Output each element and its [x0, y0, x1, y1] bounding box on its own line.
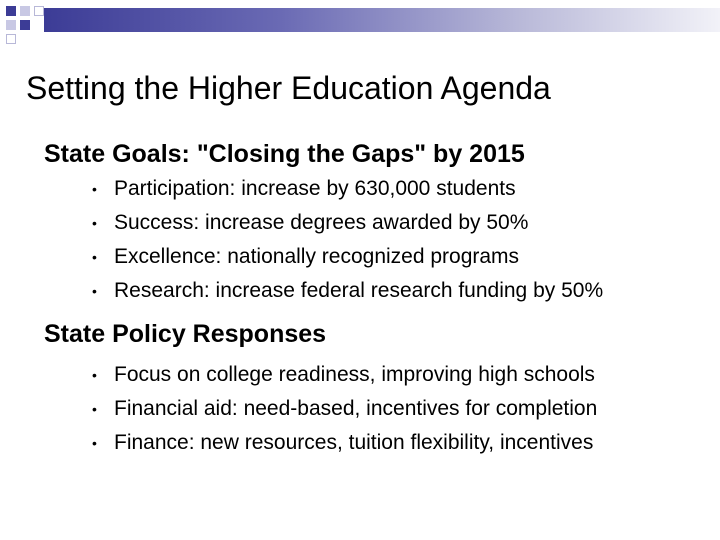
- bullet-dot-icon: •: [92, 435, 97, 451]
- state-goals-list: [92, 172, 604, 308]
- list-item-text: Success: increase degrees awarded by 50%: [114, 211, 529, 234]
- decorative-square: [6, 34, 16, 44]
- list-item-text: Focus on college readiness, improving high schools: [114, 363, 595, 386]
- decorative-square: [20, 20, 30, 30]
- list-item: [92, 206, 603, 240]
- policy-responses-list: [92, 358, 598, 460]
- list-item-text: Research: increase federal research funding by 50%: [114, 279, 604, 302]
- list-item: [92, 426, 597, 460]
- list-item-text: Financial aid: need-based, incentives for completion: [114, 397, 598, 420]
- bullet-dot-icon: •: [92, 401, 97, 417]
- bullet-dot-icon: •: [92, 249, 97, 265]
- decorative-square: [34, 6, 44, 16]
- list-item: [92, 274, 604, 308]
- list-item: [92, 240, 603, 274]
- bullet-dot-icon: •: [92, 283, 97, 299]
- section-heading-policy-responses: State Policy Responses: [44, 320, 327, 348]
- decorative-gradient-bar: [44, 8, 720, 32]
- slide-title: Setting the Higher Education Agenda: [26, 70, 551, 106]
- section-heading-state-goals: State Goals: "Closing the Gaps" by 2015: [44, 140, 525, 168]
- list-item: [92, 358, 597, 392]
- bullet-dot-icon: •: [92, 215, 97, 231]
- list-item: [92, 392, 598, 426]
- decorative-square: [6, 20, 16, 30]
- list-item-text: Finance: new resources, tuition flexibility, incentives: [114, 431, 594, 454]
- list-item-text: Participation: increase by 630,000 students: [114, 177, 516, 200]
- bullet-dot-icon: •: [92, 367, 97, 383]
- decorative-square: [6, 6, 16, 16]
- list-item: [92, 172, 603, 206]
- decorative-header-band: [0, 0, 720, 40]
- bullet-dot-icon: •: [92, 181, 97, 197]
- list-item-text: Excellence: nationally recognized programs: [114, 245, 520, 268]
- decorative-square: [20, 6, 30, 16]
